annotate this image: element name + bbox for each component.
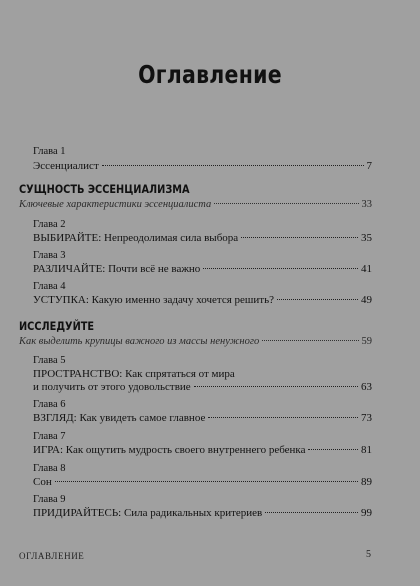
toc-entry-title: ПРИДИРАЙТЕСЬ: Сила радикальных критериев: [33, 507, 263, 519]
section-subtitle-entry[interactable]: [19, 336, 372, 347]
toc-entry[interactable]: [33, 294, 372, 306]
folio-page-number: 5: [366, 549, 371, 560]
chapter-label: Глава 6: [33, 399, 66, 410]
page-title: Оглавление: [138, 60, 282, 89]
toc-entry-title: УСТУПКА: Какую именно задачу хочется решить?: [33, 294, 274, 306]
toc-entry[interactable]: [33, 232, 372, 244]
toc-page-number: 73: [361, 412, 372, 424]
leader-dots: [203, 268, 358, 269]
leader-dots: [194, 386, 358, 387]
leader-dots: [214, 203, 358, 204]
section-subtitle: Ключевые характеристики эссенциалиста: [19, 199, 212, 210]
toc-entry[interactable]: [33, 160, 372, 172]
toc-page-number: 63: [361, 381, 372, 393]
chapter-label: Глава 9: [33, 494, 66, 505]
toc-page-number: 89: [361, 476, 372, 488]
leader-dots: [55, 481, 358, 482]
chapter-label: Глава 8: [33, 463, 66, 474]
toc-page-number: 49: [361, 294, 372, 306]
leader-dots: [102, 165, 364, 166]
toc-page-number: 35: [361, 232, 372, 244]
leader-dots: [208, 417, 358, 418]
chapter-label: Глава 2: [33, 219, 66, 230]
section-subtitle: Как выделить крупицы важного из массы ненужного: [19, 336, 260, 347]
toc-entry[interactable]: [33, 444, 372, 456]
leader-dots: [265, 512, 358, 513]
toc-entry[interactable]: [33, 476, 372, 488]
toc-entry-title: ИГРА: Как ощутить мудрость своего внутреннего ребенка: [33, 444, 306, 456]
toc-page-number: 99: [361, 507, 372, 519]
toc-entry-title: Эссенциалист: [33, 160, 99, 172]
leader-dots: [277, 299, 358, 300]
section-subtitle-entry[interactable]: [19, 199, 372, 210]
section-heading: ИССЛЕДУЙТЕ: [19, 319, 95, 333]
toc-entry[interactable]: [33, 507, 372, 519]
leader-dots: [308, 449, 358, 450]
toc-entry-title: РАЗЛИЧАЙТЕ: Почти всё не важно: [33, 263, 201, 275]
toc-page-number: 33: [361, 199, 372, 210]
toc-page-number: 41: [361, 263, 372, 275]
toc-entry-title: и получить от этого удовольствие: [33, 381, 191, 393]
toc-entry[interactable]: [33, 381, 372, 393]
toc-entry-title: ПРОСТРАНСТВО: Как спрятаться от мира: [33, 368, 235, 380]
chapter-label: Глава 3: [33, 250, 66, 261]
section-heading: СУЩНОСТЬ ЭССЕНЦИАЛИЗМА: [19, 182, 190, 196]
leader-dots: [262, 340, 358, 341]
toc-entry-title: ВЫБИРАЙТЕ: Непреодолимая сила выбора: [33, 232, 239, 244]
running-head: ОГЛАВЛЕНИЕ: [19, 551, 85, 561]
toc-page-number: 7: [366, 160, 372, 172]
toc-page-number: 81: [361, 444, 372, 456]
toc-entry-line[interactable]: [33, 368, 372, 380]
leader-dots: [241, 237, 358, 238]
toc-entry[interactable]: [33, 263, 372, 275]
toc-entry-title: Сон: [33, 476, 52, 488]
chapter-label: Глава 5: [33, 355, 66, 366]
chapter-label: Глава 4: [33, 281, 66, 292]
chapter-label: Глава 1: [33, 146, 66, 157]
toc-page-number: 59: [361, 336, 372, 347]
chapter-label: Глава 7: [33, 431, 66, 442]
toc-entry-title: ВЗГЛЯД: Как увидеть самое главное: [33, 412, 206, 424]
toc-entry[interactable]: [33, 412, 372, 424]
